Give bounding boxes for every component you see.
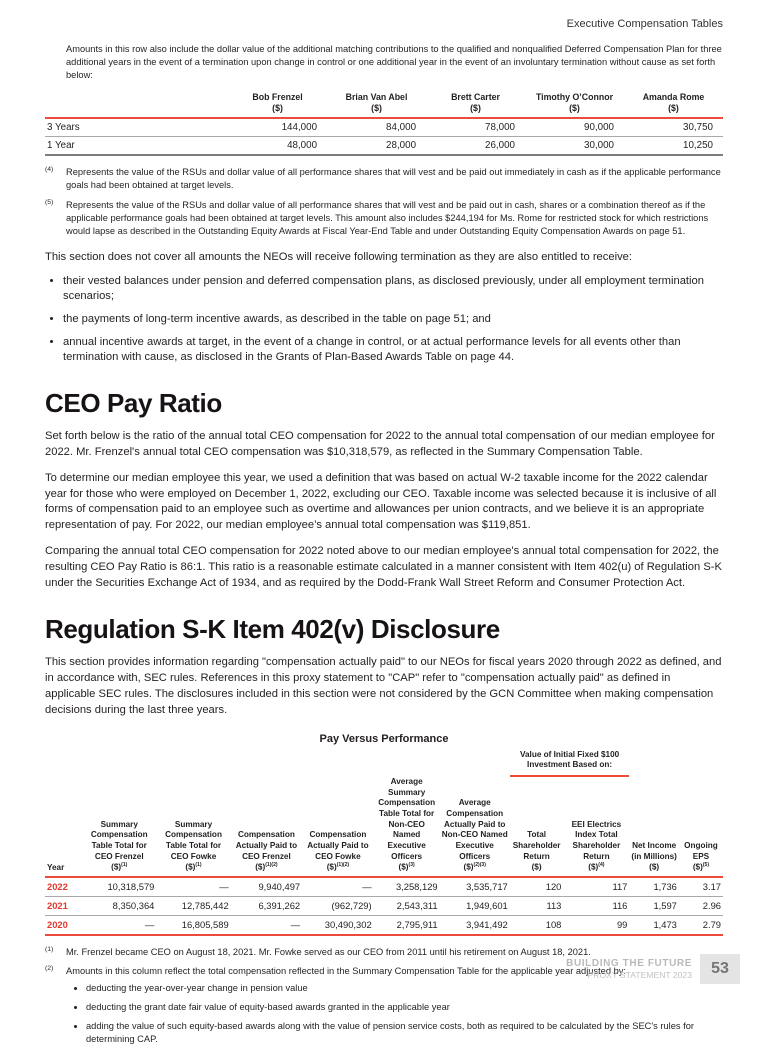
col-unit: ($) xyxy=(272,103,283,114)
cell-value: 144,000 xyxy=(281,122,318,134)
col-footnote-sup: (1)(2) xyxy=(336,862,350,869)
pvp-header-year xyxy=(45,776,82,877)
pvp-group-header: Value of Initial Fixed $100 Investment Based on: xyxy=(510,749,630,776)
cell-value: 2.79 xyxy=(702,919,721,931)
col-unit: ($) xyxy=(470,103,481,114)
group-header-spacer xyxy=(45,749,510,776)
col-name: Bob Frenzel xyxy=(252,92,303,103)
table-row xyxy=(45,118,723,137)
footnote-text: Mr. Frenzel became CEO on August 18, 2021. Mr. Fowke served as our CEO from 2011 until his retirement on August 18, 2021. xyxy=(66,946,591,957)
table-row xyxy=(45,915,723,935)
footnote-text: Amounts in this column reflect the total compensation reflected in the Summary Compensation Table for the applicable year adjusted by: xyxy=(66,966,627,977)
col-unit: ($) xyxy=(569,103,580,114)
cell-value: 1,736 xyxy=(653,881,677,893)
footer-text xyxy=(566,958,692,980)
list-item: • their vested balances under pension and deferred compensation plans, as disclosed previously, under all employment termination scenarios; xyxy=(63,274,723,305)
cell-value: 3,535,717 xyxy=(466,881,508,893)
footnote-text: Represents the value of the RSUs and dollar value of all performance shares that will vest and be paid out in cash, shares or a combination thereof as if the applicable performance goals had been obtained at target levels. This amount also includes $244,194 for Ms. Rome for restricted stock for which restrictions would lapse as described in the Outstanding Equity Awards at Fiscal Year-End Table and under Outstanding Equity Compensation Awards on page 51. xyxy=(66,200,709,236)
cell-value: 117 xyxy=(612,881,628,893)
col-label: Summary Compensation Table Total for CEO Fowke xyxy=(165,819,222,861)
cell-value: 78,000 xyxy=(485,122,515,134)
pvp-header-col xyxy=(156,776,230,877)
cell-value: 12,785,442 xyxy=(181,900,229,912)
pay-versus-performance-table xyxy=(45,749,723,936)
cell-value: 116 xyxy=(612,900,628,912)
cell-value: 108 xyxy=(545,919,562,931)
col-unit: ($) xyxy=(255,862,266,872)
footnote-bullets xyxy=(76,982,723,1045)
cell-value: — xyxy=(145,919,155,931)
cell-value: 113 xyxy=(546,900,562,912)
reg-sk-heading: Regulation S-K Item 402(v) Disclosure xyxy=(45,614,500,645)
cell-value: 1,597 xyxy=(653,900,677,912)
col-unit: ($) xyxy=(588,862,599,872)
list-item: • deducting the grant date fair value of equity-based awards granted in the applicable year xyxy=(86,1001,723,1014)
matching-header-col xyxy=(228,90,327,118)
running-header: Executive Compensation Tables xyxy=(566,18,723,30)
cell-value: 9,940,497 xyxy=(258,881,301,893)
footnote-marker: (1) xyxy=(45,945,54,953)
col-footnote-sup: (2)(3) xyxy=(473,862,486,869)
cell-value: — xyxy=(219,881,229,893)
col-unit: ($) xyxy=(692,862,703,872)
col-label: Net Income (in Millions) xyxy=(631,840,677,861)
cell-value: 99 xyxy=(616,919,628,931)
col-footnote-sup: (4) xyxy=(598,862,605,869)
table-row xyxy=(45,896,723,915)
list-item: • annual incentive awards at target, in the event of a change in control, or at actual performance levels for all events other than termination with cause, as disclosed in the Grants of Plan-Based Awards Table on page 44. xyxy=(63,335,723,366)
col-footnote-sup: (1) xyxy=(195,862,202,869)
row-label: 1 Year xyxy=(47,140,75,152)
pvp-column-header-row xyxy=(45,776,723,877)
ceo-pay-ratio-heading: CEO Pay Ratio xyxy=(45,387,222,418)
cell-value: 2,543,311 xyxy=(396,900,438,912)
matching-header-col xyxy=(525,90,624,118)
matching-contributions-table xyxy=(45,90,723,156)
footnote-marker: (4) xyxy=(45,166,54,174)
year-cell: 2020 xyxy=(47,919,68,931)
cell-value: 84,000 xyxy=(386,122,417,134)
col-label: Summary Compensation Table Total for CEO Frenzel xyxy=(90,819,148,861)
col-name: Timothy O’Connor xyxy=(535,92,614,103)
year-cell: 2022 xyxy=(47,881,68,893)
col-label: Average Compensation Actually Paid to Non-CEO Named Executive Officers xyxy=(441,798,508,861)
cell-value: — xyxy=(362,881,372,893)
cell-value: 10,250 xyxy=(683,140,713,152)
col-label: Ongoing EPS xyxy=(684,840,718,861)
year-cell: 2021 xyxy=(47,900,68,912)
pvp-header-col xyxy=(374,776,440,877)
col-footnote-sup: (1) xyxy=(121,862,128,869)
pvp-header-col xyxy=(629,776,679,877)
pvp-header-col xyxy=(82,776,156,877)
footnote-text: Represents the value of the RSUs and dollar value of all performance shares that will vest and be paid out immediately in cash as if the applicable performance goals had been obtained at target levels. xyxy=(66,167,721,191)
footnote-marker: (5) xyxy=(45,199,54,207)
col-name: Brian Van Abel xyxy=(345,92,408,103)
col-footnote-sup: (3) xyxy=(408,862,415,869)
paragraph: To determine our median employee this year, we used a definition that was based on actual W-2 taxable income for the 2022 calendar year for those who were employed on December 1, 2022, excluding our CEO. Taxable income was selected because it is inclusive of all forms of compensation paid to an employee such as overtime and allowances per union contracts, and we believe it is an appropriate representation of pay. For 2022, our median employee’s annual total compensation was $119,851. xyxy=(45,471,717,532)
cell-value: 30,750 xyxy=(683,122,713,134)
group-header-spacer xyxy=(629,749,723,776)
cell-value: 120 xyxy=(545,881,562,893)
cell-value: 3,258,129 xyxy=(395,881,438,893)
footnote-5 xyxy=(45,199,723,237)
pvp-header-col xyxy=(510,776,564,877)
section-intro-paragraph: This section does not cover all amounts the NEOs will receive following termination as they are also entitled to receive: xyxy=(45,250,633,263)
row-label: 3 Years xyxy=(47,122,80,134)
matching-table-header-row xyxy=(45,90,723,118)
pvp-table-title: Pay Versus Performance xyxy=(319,732,449,745)
col-unit: ($) xyxy=(185,862,196,872)
cell-value: 6,391,262 xyxy=(258,900,301,912)
cell-value: 90,000 xyxy=(584,122,614,134)
cell-value: 10,318,579 xyxy=(107,881,155,893)
list-item: • deducting the year-over-year change in pension value xyxy=(86,982,723,995)
cell-value: 8,350,364 xyxy=(112,900,155,912)
pvp-header-col xyxy=(563,776,629,877)
col-name: Amanda Rome xyxy=(642,92,705,103)
table-row xyxy=(45,137,723,156)
col-footnote-sup: (1)(2) xyxy=(265,862,278,869)
col-footnote-sup: (5) xyxy=(702,862,710,869)
col-label: Total Shareholder Return xyxy=(512,830,561,861)
paragraph: Set forth below is the ratio of the annual total CEO compensation for 2022 to the annual total compensation of our median employee for 2022. Mr. Frenzel's annual total CEO compensation was $10,318,579, as reflected in the Summary Compensation Table. xyxy=(45,429,715,458)
matching-header-col xyxy=(624,90,723,118)
matching-header-empty xyxy=(45,90,228,118)
page-footer xyxy=(566,954,740,984)
col-label: Average Summary Compensation Table Total for Non-CEO Named Executive Officers xyxy=(378,776,436,861)
col-unit: ($) xyxy=(463,862,474,872)
col-label: Compensation Actually Paid to CEO Frenzel xyxy=(235,830,298,861)
cell-value: 28,000 xyxy=(386,140,417,152)
cell-value: 2,795,911 xyxy=(396,919,438,931)
page-number: 53 xyxy=(700,954,740,984)
footer-document-title: PROXY STATEMENT 2023 xyxy=(587,970,692,980)
cell-value: — xyxy=(290,919,301,931)
matching-header-col xyxy=(327,90,426,118)
col-label: Year xyxy=(47,862,65,872)
col-unit: ($) xyxy=(649,862,660,872)
cell-value: 16,805,589 xyxy=(181,919,229,931)
paragraph: This section provides information regarding "compensation actually paid" to our NEOs for fiscal years 2020 through 2022 as defined, and in accordance with, SEC rules. References in this proxy statement to "CAP" refer to "compensation actually paid" as defined in applicable SEC rules. The disclosures included in this section were not considered by the GCN Committee when making compensation decisions during the last three years. xyxy=(45,656,722,716)
pvp-header-col xyxy=(231,776,303,877)
pvp-header-col xyxy=(679,776,723,877)
cell-value: 48,000 xyxy=(287,140,318,152)
table-row xyxy=(45,877,723,897)
footer-tagline: BUILDING THE FUTURE xyxy=(566,958,692,969)
col-name: Brett Carter xyxy=(451,92,500,103)
cell-value: 1,949,601 xyxy=(466,900,508,912)
cell-value: (962,729) xyxy=(331,900,372,912)
cell-value: 1,473 xyxy=(653,919,677,931)
cell-value: 26,000 xyxy=(485,140,515,152)
matching-header-col xyxy=(426,90,525,118)
col-label: EEI Electrics Index Total Shareholder Return xyxy=(571,819,622,861)
col-unit: ($) xyxy=(111,862,122,872)
section-intro-bullets xyxy=(51,274,723,366)
pvp-header-col xyxy=(440,776,510,877)
cell-value: 30,490,302 xyxy=(324,919,372,931)
col-unit: ($) xyxy=(668,103,679,114)
col-unit: ($) xyxy=(531,862,542,872)
cell-value: 30,000 xyxy=(584,140,614,152)
col-unit: ($) xyxy=(398,862,409,872)
col-unit: ($) xyxy=(326,862,337,872)
col-unit: ($) xyxy=(371,103,382,114)
pvp-header-col xyxy=(302,776,374,877)
cell-value: 3.17 xyxy=(702,881,721,893)
list-item: • the payments of long-term incentive awards, as described in the table on page 51; and xyxy=(63,312,723,328)
list-item: • adding the value of such equity-based awards along with the value of pension service costs, both as required to be calculated by the SEC's rules for determining CAP. xyxy=(86,1020,723,1046)
col-label: Compensation Actually Paid to CEO Fowke xyxy=(307,830,369,861)
cell-value: 2.96 xyxy=(702,900,721,912)
cell-value: 3,941,492 xyxy=(466,919,508,931)
paragraph: Comparing the annual total CEO compensation for 2022 noted above to our median employee's annual total compensation for 2022, the resulting CEO Pay Ratio is 86:1. This ratio is a reasonable estimate calculated in a manner consistent with Item 402(u) of Regulation S-K under the Securities Exchange Act of 1934, and as required by the Dodd-Frank Wall Street Reform and Consumer Protection Act. xyxy=(45,545,722,590)
footnote-marker: (2) xyxy=(45,965,54,973)
footnote-4 xyxy=(45,166,723,192)
intro-paragraph: Amounts in this row also include the dollar value of the additional matching contributions to the qualified and nonqualified Deferred Compensation Plan for three additional years in the event of a termination upon change in control or one additional year in the event of an involuntary termination without cause as set forth below: xyxy=(66,44,722,80)
pvp-group-header-row xyxy=(45,749,723,776)
